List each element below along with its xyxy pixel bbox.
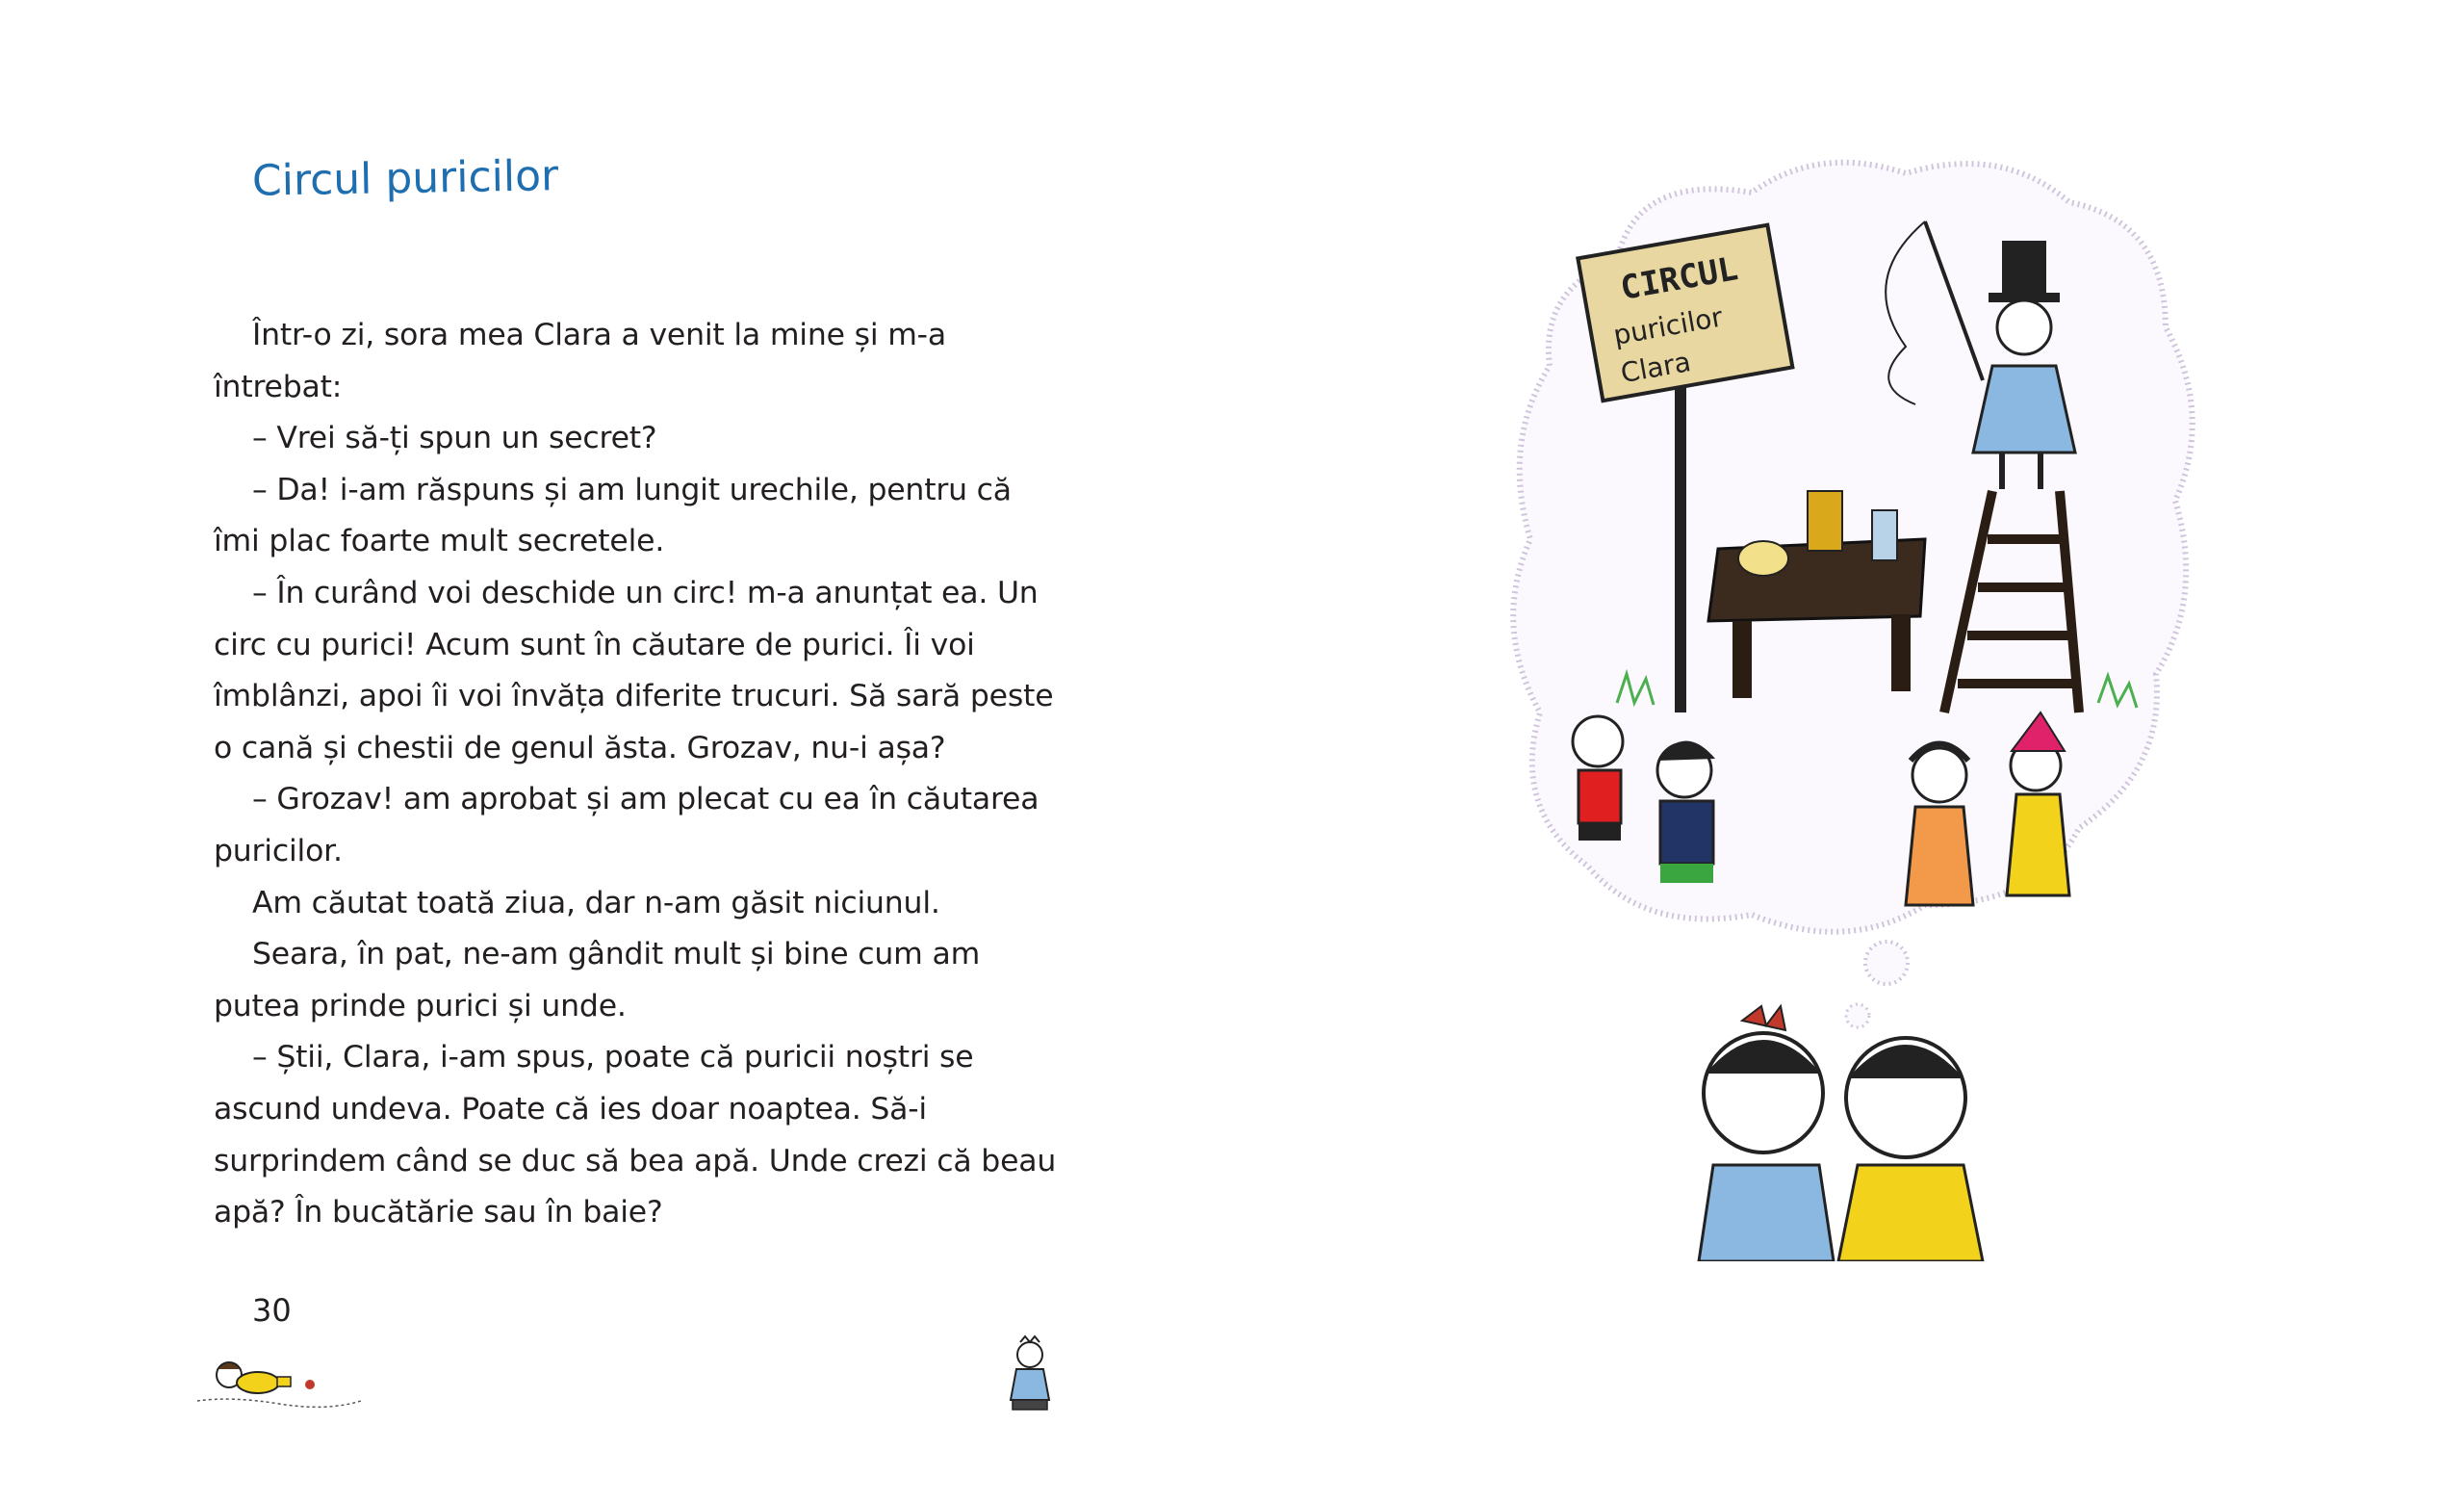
paragraph: – Știi, Clara, i-am spus, poate că puricii noștri se ascund undeva. Poate că ies doar noaptea. Să-i surprindem când se duc să bea apă. Unde crezi că beau apă? În bucătărie sau în baie?	[214, 1040, 1057, 1230]
sign-subtitle: puricilor	[1610, 300, 1726, 351]
audience-kid-orange	[1906, 744, 1973, 906]
sign-title: CIRCUL	[1617, 249, 1741, 308]
footer-doodle-left	[192, 1348, 366, 1415]
paragraph: Seara, în pat, ne-am gândit mult și bine cum am putea prinde purici și unde.	[214, 937, 981, 1023]
paragraph: – Da! i-am răspuns și am lungit urechile, pentru că îmi plac foarte mult secretele.	[214, 472, 1012, 559]
circus-sign	[1578, 225, 1792, 401]
page-number: 30	[252, 1292, 292, 1329]
audience-kid-cap	[1657, 740, 1715, 883]
paragraph: Am căutat toată ziua, dar n-am găsit niciunul.	[252, 885, 940, 920]
audience-kid-red	[1573, 716, 1623, 841]
paragraph: Într-o zi, sora mea Clara a venit la mine și m-a întrebat:	[214, 318, 946, 404]
thinking-girl-right	[1838, 1038, 1983, 1261]
paragraph: – Grozav! am aprobat și am plecat cu ea în căutarea puricilor.	[214, 782, 1040, 868]
sign-name: Clara	[1618, 346, 1694, 390]
chapter-title: Circul puricilor	[251, 151, 559, 206]
sign-post	[1675, 366, 1686, 712]
thinking-girl-left	[1699, 1006, 1834, 1261]
story-text	[214, 310, 1061, 1239]
footer-doodle-right	[1001, 1331, 1059, 1417]
circus-illustration	[1502, 135, 2214, 1261]
paragraph: – În curând voi deschide un circ! m-a anunțat ea. Un circ cu purici! Acum sunt în căutare de purici. Îi voi îmblânzi, apoi îi voi învăța diferite trucuri. Să sară peste o cană și chestii de genul ăsta. Grozav, nu-i așa?	[214, 575, 1054, 765]
paragraph: – Vrei să-ți spun un secret?	[252, 421, 657, 456]
